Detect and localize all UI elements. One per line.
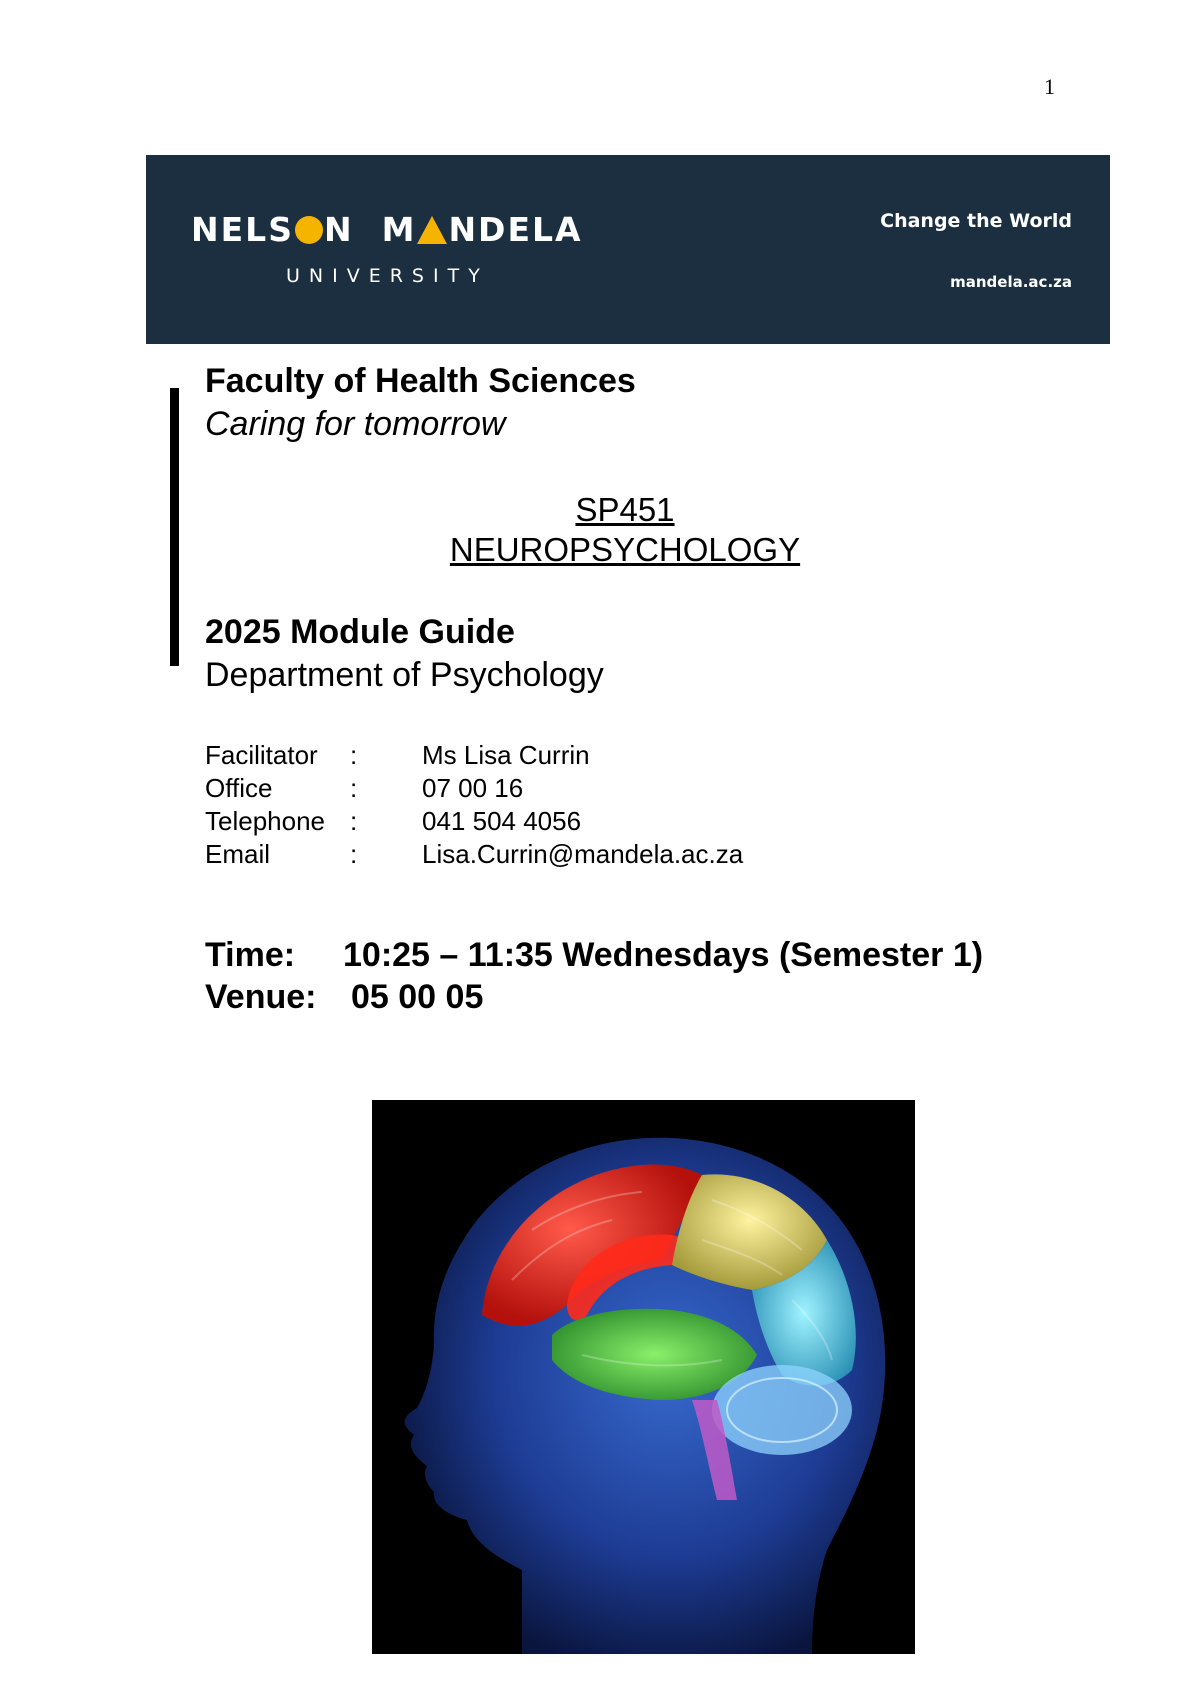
contact-value-email[interactable]: Lisa.Currin@mandela.ac.za xyxy=(422,839,744,869)
logo-word1-post: N xyxy=(323,210,354,249)
class-time xyxy=(205,936,983,975)
brain-head-graphic xyxy=(372,1100,915,1654)
department-name: Department of Psychology xyxy=(205,656,604,694)
page-number: 1 xyxy=(1044,74,1055,99)
venue-label: Venue: xyxy=(205,978,317,1016)
banner-website: mandela.ac.za xyxy=(950,273,1072,291)
venue-value: 05 00 05 xyxy=(351,978,484,1016)
faculty-name: Faculty of Health Sciences xyxy=(205,362,636,400)
contact-value: 07 00 16 xyxy=(422,773,524,803)
contact-label: Telephone xyxy=(205,806,325,836)
contact-label: Email xyxy=(205,839,271,869)
class-venue xyxy=(205,978,483,1017)
university-banner xyxy=(146,155,1110,344)
logo-word1-pre: NELS xyxy=(191,210,294,249)
banner-tagline: Change the World xyxy=(880,210,1072,232)
contact-row-email xyxy=(205,838,743,871)
logo-word2-post: NDELA xyxy=(448,210,583,249)
logo-triangle-icon xyxy=(417,216,447,244)
time-label: Time: xyxy=(205,936,296,974)
course-heading xyxy=(205,490,1045,570)
contact-row-facilitator xyxy=(205,739,743,772)
contact-label: Office xyxy=(205,773,273,803)
time-value: 10:25 – 11:35 Wednesdays (Semester 1) xyxy=(343,936,984,974)
contact-value: 041 504 4056 xyxy=(422,806,582,836)
guide-title: 2025 Module Guide xyxy=(205,613,515,651)
logo-word2-pre: M xyxy=(381,210,417,249)
course-code: SP451 xyxy=(575,491,675,528)
contact-label: Facilitator xyxy=(205,740,318,770)
contact-separator: : xyxy=(350,839,358,869)
contact-separator: : xyxy=(350,773,358,803)
faculty-motto: Caring for tomorrow xyxy=(205,405,506,443)
contact-separator: : xyxy=(350,740,358,770)
contact-row-office xyxy=(205,772,743,805)
contact-value: Ms Lisa Currin xyxy=(422,740,590,770)
side-accent-bar xyxy=(170,388,179,666)
contact-separator: : xyxy=(350,806,358,836)
university-logo xyxy=(191,210,583,249)
course-title: NEUROPSYCHOLOGY xyxy=(449,531,801,568)
brain-illustration xyxy=(372,1100,915,1654)
logo-university-text: UNIVERSITY xyxy=(286,265,489,287)
logo-sun-icon xyxy=(295,216,323,244)
contact-details xyxy=(205,739,743,871)
contact-row-telephone xyxy=(205,805,743,838)
